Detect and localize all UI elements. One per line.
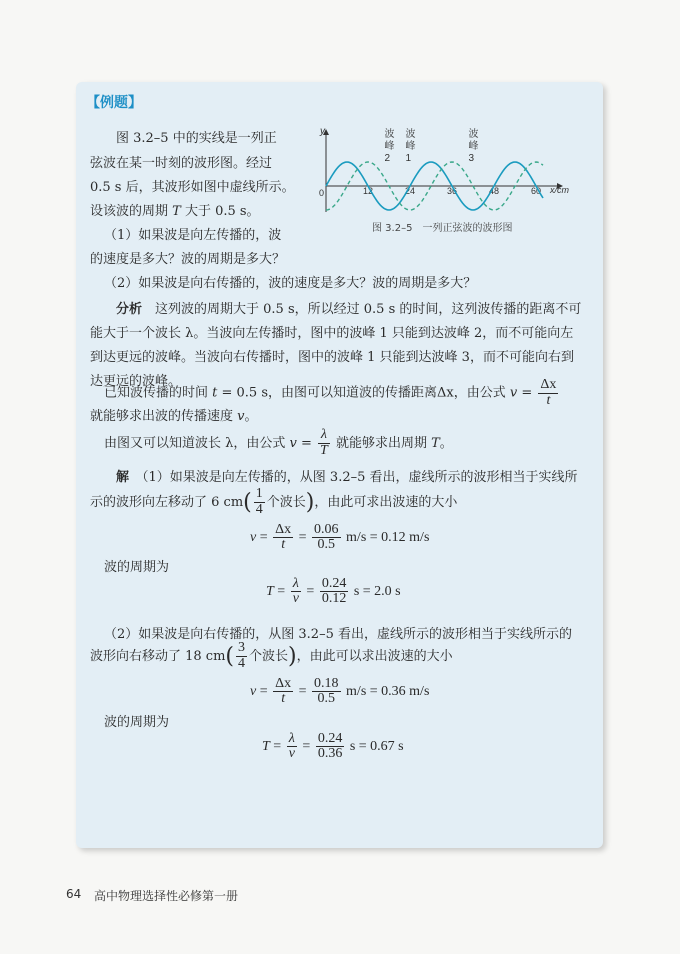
analysis-line-1: 分析 这列波的周期大于 0.5 s，所以经过 0.5 s 的时间，这列波传播的距离不可 — [116, 302, 582, 317]
y-axis-label: y — [320, 126, 325, 137]
figure-caption: 图 3.2–5 一列正弦波的波形图 — [372, 223, 513, 234]
solution-2-line-2: 波形向右移动了 18 cm( $\frac{3}{4}$ 个波长)，由此可以求出波速的大小 — [90, 640, 453, 671]
x-axis-label: x/cm — [550, 185, 569, 195]
x-tick-label: 60 — [531, 186, 542, 196]
formula-period-left: T = $\frac{\lambda}{v}$ = $\frac{0.24}{0.12}$ s = 2.0 s — [266, 575, 401, 607]
three-quarter-fraction: $\frac{3}{4}$ — [238, 640, 246, 671]
quarter-fraction: $\frac{1}{4}$ — [255, 486, 263, 517]
period-label-1: 波的周期为 — [104, 560, 170, 575]
peak-label-3: 波 — [468, 129, 479, 140]
solution-line-2: 示的波形向左移动了 6 cm( $\frac{1}{4}$ 个波长)，由此可求出波速的大小 — [90, 486, 458, 517]
x-tick-label: 36 — [447, 186, 458, 196]
solution-label: 解 — [116, 470, 130, 485]
peak-label-1: 峰 — [405, 141, 416, 152]
formula-period-right: T = $\frac{\lambda}{v}$ = $\frac{0.24}{0.36}$ s = 0.67 s — [262, 730, 404, 762]
x-tick-label: 24 — [405, 186, 416, 196]
period-label-2: 波的周期为 — [104, 715, 170, 730]
origin-label: 0 — [319, 188, 325, 198]
x-tick-label: 48 — [489, 186, 500, 196]
formula-velocity-left: v = $\frac{\Delta x}{t}$ = $\frac{0.06}{0.5}$ m/s = 0.12 m/s — [250, 521, 430, 553]
question-1-line-2: 的速度是多大？波的周期是多大？ — [90, 252, 286, 267]
peak-label-1: 波 — [405, 129, 416, 140]
analysis-line-6: 就能够求出波的传播速度 v。 — [90, 409, 258, 424]
velocity-fraction: $\frac{\Delta x}{t}$ — [540, 377, 557, 408]
analysis-formula-line: 已知波传播的时间 t = 0.5 s，由图可以知道波的传播距离Δx，由公式 v = $\frac{\Delta x}{t}$ — [104, 377, 557, 408]
problem-line-4: 设该波的周期 T 大于 0.5 s。 — [90, 204, 260, 219]
analysis-line-2: 能大于一个波长 λ。当波向左传播时，图中的波峰 1 只能到达波峰 2，而不可能向左 — [90, 326, 574, 341]
problem-line-1: 图 3.2–5 中的实线是一列正 — [116, 131, 277, 146]
peak-label-2: 波 — [384, 129, 395, 140]
peak-label-3: 峰 — [468, 141, 479, 152]
analysis-label: 分析 — [116, 302, 143, 317]
peak-label-2: 2 — [384, 153, 391, 164]
analysis-period-line: 由图又可以知道波长 λ，由公式 v = $\frac{\lambda}{T}$ 就能够求出周期 T。 — [104, 427, 453, 458]
peak-labels — [385, 127, 479, 164]
x-tick-label: 12 — [363, 186, 374, 196]
analysis-line-3: 到达更远的波峰。当波向右传播时，图中的波峰 1 只能到达波峰 3，而不可能向右到 — [90, 350, 574, 365]
page-number: 64 — [66, 887, 82, 901]
book-title: 高中物理选择性必修第一册 — [94, 889, 239, 903]
problem-line-3: 0.5 s 后，其波形如图中虚线所示。 — [90, 180, 295, 195]
wave-figure — [312, 124, 574, 234]
problem-line-2: 弦波在某一时刻的波形图。经过 — [90, 156, 273, 171]
question-2: （2）如果波是向右传播的，波的速度是多大？波的周期是多大？ — [104, 276, 477, 291]
peak-label-2: 峰 — [384, 141, 395, 152]
period-fraction: $\frac{\lambda}{T}$ — [320, 427, 328, 458]
example-header: 【例题】 — [86, 95, 142, 111]
formula-velocity-right: v = $\frac{\Delta x}{t}$ = $\frac{0.18}{0.5}$ m/s = 0.36 m/s — [250, 675, 430, 707]
peak-label-3: 3 — [468, 153, 475, 164]
peak-label-1: 1 — [405, 153, 412, 164]
solution-line-1: 解 （1）如果波是向左传播的，从图 3.2–5 看出，虚线所示的波形相当于实线所 — [116, 470, 578, 485]
solution-2-line-1: （2）如果波是向右传播的，从图 3.2–5 看出，虚线所示的波形相当于实线所示的 — [104, 627, 572, 642]
analysis-line-4: 达更远的波峰。 — [90, 374, 182, 389]
question-1-line-1: （1）如果波是向左传播的，波 — [104, 228, 282, 243]
